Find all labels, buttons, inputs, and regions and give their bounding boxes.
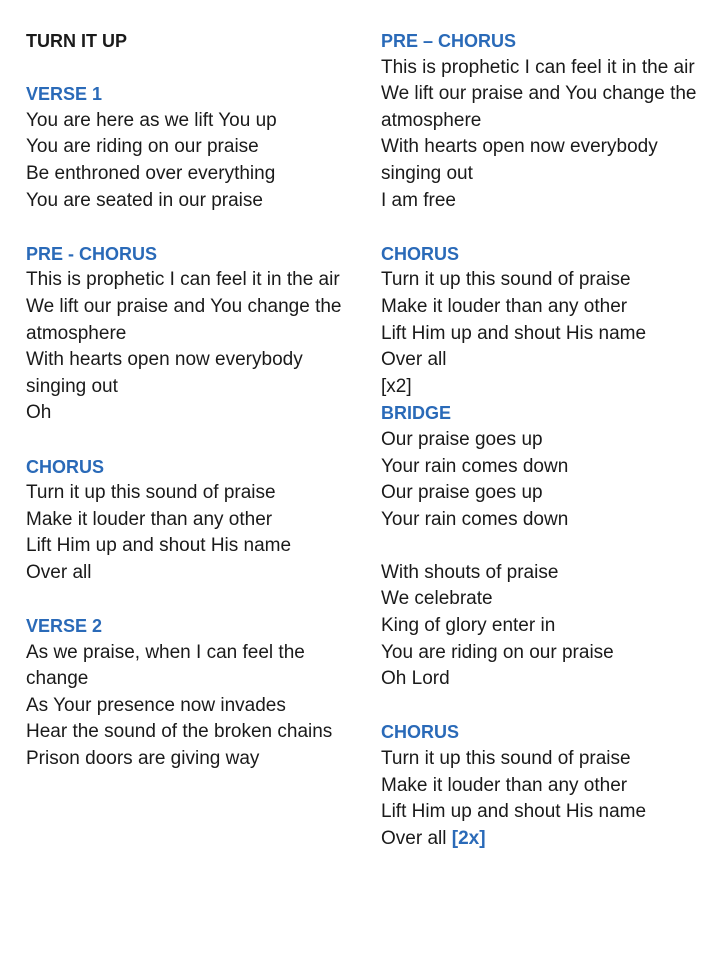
lyric-line: You are riding on our praise: [26, 136, 259, 158]
lyric-line: Make it louder than any other: [381, 295, 628, 317]
lyric-line: Over all: [381, 349, 447, 371]
lyric-line: With hearts open now everybody: [26, 349, 303, 371]
lyric-line: King of glory enter in: [381, 615, 556, 637]
lyric-line: Our praise goes up: [381, 428, 543, 450]
verse-1-section: [26, 81, 362, 214]
lyric-line: This is prophetic I can feel it in the air: [26, 269, 340, 291]
lyric-line: Lift Him up and shout His name: [381, 322, 647, 344]
section-heading: PRE - CHORUS: [26, 243, 158, 264]
lyric-line: Turn it up this sound of praise: [381, 748, 631, 770]
lyric-line: Oh Lord: [381, 668, 450, 690]
lyric-line: singing out: [26, 375, 118, 397]
pre-chorus-1-section: [26, 241, 362, 427]
lyric-line: Lift Him up and shout His name: [26, 535, 292, 557]
section-heading: BRIDGE: [381, 403, 452, 424]
lyric-line: Our praise goes up: [381, 482, 543, 504]
repeat-tag: [2x]: [451, 827, 486, 849]
lyric-line: change: [26, 668, 89, 690]
section-heading: VERSE 1: [26, 84, 103, 105]
lyric-line: We lift our praise and You change the: [26, 295, 342, 317]
lyric-line: We lift our praise and You change the: [381, 83, 697, 105]
lyric-line: Turn it up this sound of praise: [26, 482, 276, 504]
lyric-line: Turn it up this sound of praise: [381, 269, 631, 291]
lyric-line: Prison doors are giving way: [26, 748, 260, 770]
lyric-line: As Your presence now invades: [26, 694, 286, 716]
verse-2-section: [26, 613, 362, 773]
lyric-line: I am free: [381, 189, 456, 211]
lyric-line: This is prophetic I can feel it in the air: [381, 56, 695, 78]
lyric-line: We celebrate: [381, 588, 493, 610]
lyric-text: Over all: [381, 827, 447, 849]
lyric-line: As we praise, when I can feel the: [26, 641, 305, 663]
lyric-line: atmosphere: [381, 109, 482, 131]
lyric-line: Your rain comes down: [381, 508, 569, 530]
lyric-line: Be enthroned over everything: [26, 162, 276, 184]
chorus-1-section: [26, 454, 362, 587]
lyric-line-with-repeat: [381, 826, 711, 853]
lyric-line: You are riding on our praise: [381, 641, 614, 663]
lyric-line: Your rain comes down: [381, 455, 569, 477]
section-heading: CHORUS: [381, 243, 460, 264]
lyric-line: Hear the sound of the broken chains: [26, 721, 333, 743]
lyric-line: You are seated in our praise: [26, 189, 263, 211]
section-heading: VERSE 2: [26, 616, 103, 637]
chorus-2-section: [381, 241, 711, 401]
section-heading: PRE – CHORUS: [381, 31, 517, 51]
right-column: [381, 28, 711, 852]
bridge-section: [381, 400, 711, 533]
pre-chorus-2-section: [381, 28, 711, 214]
lyric-line: Lift Him up and shout His name: [381, 801, 647, 823]
lyric-line: Make it louder than any other: [26, 508, 273, 530]
section-heading: CHORUS: [381, 722, 460, 743]
lyric-line: You are here as we lift You up: [26, 109, 277, 131]
lyric-line: atmosphere: [26, 322, 127, 344]
lyric-line: With hearts open now everybody: [381, 136, 658, 158]
section-heading: CHORUS: [26, 456, 105, 477]
left-column: [26, 28, 362, 773]
lyric-line: With shouts of praise: [381, 561, 559, 583]
chorus-3-section: [381, 719, 711, 852]
lyric-line: [x2]: [381, 375, 412, 397]
lyric-line: Oh: [26, 402, 52, 424]
bridge-part-2-section: [381, 560, 711, 693]
lyric-line: singing out: [381, 162, 473, 184]
lyric-line: Make it louder than any other: [381, 774, 628, 796]
lyric-line: Over all: [26, 561, 92, 583]
song-title: TURN IT UP: [26, 31, 127, 51]
